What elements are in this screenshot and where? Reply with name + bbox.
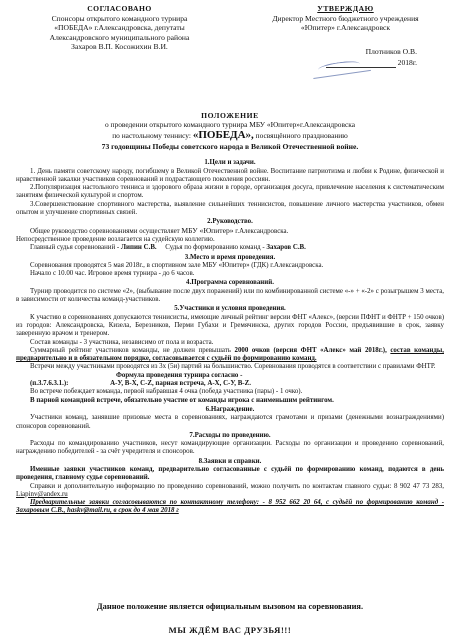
welcome-slogan: МЫ ЖДЁМ ВАС ДРУЗЬЯ!!! <box>168 625 292 635</box>
approved-line: Директор Местного бюджетного учреждения <box>272 13 419 23</box>
agreed-line: Спонсоры открытого командного турнира <box>51 13 188 23</box>
agreed-line: Захаров В.П. Косожихин В.И. <box>71 42 168 52</box>
section-8-p3: Предварительные заявки согласовываются по контактному телефону: - 8 952 662 20 64, с судьёй по формированию команд - Захаровым С.В., haskv@mail.ru, в срок до 4 мая 2018 г <box>16 499 444 515</box>
section-2-p2: Непосредственное проведение возлагается на судейскую коллегию. <box>16 235 215 243</box>
approved-title: УТВЕРЖДАЮ <box>317 4 374 13</box>
title-line-1: о проведении открытого командного турнира МБУ «Юпитер»г.Александровска <box>105 120 355 130</box>
approved-date: 2018г. <box>397 58 417 68</box>
section-4-heading: 4.Программа соревнований. <box>186 279 274 287</box>
team-approval-note: состав команды, предварительно и в обязательном порядке, согласовывается с судьёй по формированию команд. <box>16 346 444 363</box>
judge-email-link[interactable]: Liapinv@andex.ru <box>16 490 68 498</box>
section-2-org: МБУ «Юпитер» <box>181 225 234 235</box>
document-heading: ПОЛОЖЕНИЕ <box>201 111 259 120</box>
section-5-p7: В парной командной встрече, обязательно участие от команды игрока с наименьшим рейтингом. <box>30 396 334 404</box>
document-body <box>16 112 444 516</box>
section-2-p1c: г.Александровска. <box>235 227 289 235</box>
chief-judge-name: Липин С.В. <box>120 244 157 252</box>
section-4-p1: Турнир проводится по системе «2», (выбывание после двух поражений) или по комбинированной системе «-» + «-2» с розыгрышем 3 места, в зависимости от количества команд-участников. <box>16 287 444 304</box>
title-line-2 <box>16 129 444 142</box>
section-2-p1 <box>16 227 444 236</box>
section-3-heading: 3.Место и время проведения. <box>184 253 276 261</box>
section-2-p1a: Общее руководство соревнованиями осуществляет <box>30 227 180 235</box>
approval-block-agreed <box>12 4 227 52</box>
contact-info: Справки и дополнительную информацию по проведению соревнований, можно получить по контактам главного судьи: 8 902 47 73 283, <box>30 482 444 490</box>
agreed-line: Александровского муниципального района <box>49 32 190 42</box>
rating-limit-value: 2000 очков <box>234 346 270 354</box>
section-8-heading: 8.Заявки и справки. <box>198 457 262 465</box>
section-2-p3 <box>16 244 444 252</box>
section-5-p4: Встречи между участниками проводятся из 3х (5и) партий на большинство. Соревнования проводятся в соответствии с правилами ФНТР. <box>30 363 436 371</box>
section-5-p1: К участию в соревнованиях допускаются теннисисты, имеющие личный рейтинг версии ФНТ «Алекс», (версии ПФНТ и ФНТР + 150 очков) из городов: Александровска, Кизела, Березников, Перми Губахи и Гремячинска, других городов России, предъявившие в срок, заявку заверенную врачом и тренером. <box>16 313 445 338</box>
section-8-p2 <box>16 483 444 500</box>
chief-judge-label: Главный судья соревнований - <box>30 244 120 252</box>
section-1-p1: 1. День памяти советскому народу, погибшему в Великой Отечественной войне. Воспитание патриотизма и любви к Родине, физической и нравственной закалки участников соревнований и подрастающего поколения россиян. <box>16 167 444 183</box>
section-7-p1: Расходы по командированию участников, несут командирующие организации. Расходы по организации и проведению соревнований, награждению победителей - за счёт учредителя и спонсоров. <box>16 440 444 456</box>
agreed-line: «ПОБЕДА» г.Александровска, депутаты <box>54 23 185 33</box>
official-call-note: Данное положение является официальным вызовом на соревнования. <box>96 602 364 611</box>
approved-signer: Плотников О.В. <box>365 46 417 56</box>
spacer <box>238 33 453 47</box>
section-3-p2: Начало с 10.00 час. Игровое время турнира - до 6 часов. <box>30 270 195 278</box>
team-judge-name: Захаров С.В. <box>266 244 306 252</box>
section-7-heading: 7.Расходы по проведению. <box>189 431 271 439</box>
title-line-2c: посвящённого празднованию <box>255 131 348 141</box>
section-6-p1: Участники команд, занявшие призовые места в соревнованиях, награждаются грамотами и призами (денежными вознаграждениями) спонсоров соревнований. <box>16 414 444 430</box>
title-line-3: 73 годовщины Победы советского народа в Великой Отечественной войне. <box>101 142 359 152</box>
agreed-title: СОГЛАСОВАНО <box>87 4 152 13</box>
section-5-p5 <box>16 372 444 380</box>
section-2-heading: 2.Руководство. <box>207 218 253 226</box>
section-5-p2: Состав команды - 3 участника, независимо от пола и возраста. <box>30 338 214 346</box>
section-8-p1: Именные заявки участников команд, предварительно согласованные с судьёй по формированию команд, подаются в день проведения, главному судье соревнований. <box>16 465 444 482</box>
section-5-p5-line2 <box>16 380 444 388</box>
section-6-heading: 6.Награждение. <box>205 405 255 413</box>
section-5-p3 <box>16 347 444 364</box>
rating-limit-label: Суммарный рейтинг участников команды, не должен превышать <box>30 346 231 354</box>
formula-sequence: А-У, В-Х, С-Z, парная встреча, А-Х, С-У, В-Z. <box>110 380 251 388</box>
section-3-p1: Соревнования проводятся 5 мая 2018г., в спортивном зале МБУ «Юпитер» (ГДК) г.Александровска. <box>30 261 324 269</box>
section-5-heading: 5.Участники и условия проведения. <box>174 305 286 313</box>
section-5-p6: Во встрече побеждает команда, первой набравшая 4 очка (победа участника (пары) - 1 очко). <box>30 388 303 396</box>
approved-line: «Юпитер» г.Александровск <box>300 23 391 33</box>
section-1-p3: 3.Совершенствование спортивного мастерства, выявление сильнейших теннисистов, повышение личного мастерства участников, обмен опытом и улучшение спортивных связей. <box>16 200 444 217</box>
section-1-heading: 1.Цели и задачи. <box>204 159 256 167</box>
tournament-name: «ПОБЕДА», <box>192 129 254 142</box>
title-line-2a: по настольному теннису: <box>112 131 191 141</box>
section-1-p2: 2.Популяризация настольного тенниса и здорового образа жизни в городе, организация досуга, привлечение населения к систематическим занятиям физической культурой и спортом. <box>16 184 444 200</box>
formula-label: Формула проведения турнира согласно - <box>116 371 243 379</box>
rating-version: (версия ФНТ «Алекс» май 2018г.), <box>273 346 387 354</box>
team-judge-label: Судья по формированию команд - <box>165 244 265 252</box>
formula-ref: (п.3.7.6.3.1.): <box>30 380 69 388</box>
